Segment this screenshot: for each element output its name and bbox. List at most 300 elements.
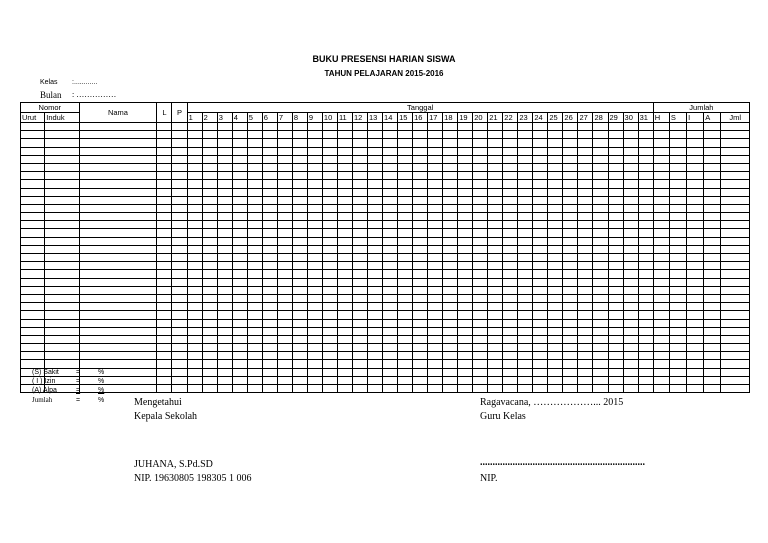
table-cell[interactable] — [638, 221, 653, 229]
table-cell[interactable] — [45, 221, 79, 229]
table-cell[interactable] — [187, 221, 202, 229]
table-cell[interactable] — [368, 368, 383, 376]
table-cell[interactable] — [458, 188, 473, 196]
table-cell[interactable] — [488, 221, 503, 229]
table-cell[interactable] — [45, 204, 79, 212]
table-cell[interactable] — [232, 237, 247, 245]
table-cell[interactable] — [262, 196, 277, 204]
table-cell[interactable] — [21, 172, 45, 180]
table-cell[interactable] — [187, 131, 202, 139]
table-cell[interactable] — [247, 303, 262, 311]
table-cell[interactable] — [157, 344, 172, 352]
table-cell[interactable] — [638, 213, 653, 221]
table-cell[interactable] — [247, 319, 262, 327]
table-cell[interactable] — [292, 327, 307, 335]
table-cell[interactable] — [322, 237, 337, 245]
table-cell[interactable] — [669, 360, 686, 368]
table-cell[interactable] — [352, 368, 367, 376]
table-cell[interactable] — [518, 344, 533, 352]
table-cell[interactable] — [337, 123, 352, 131]
table-cell[interactable] — [473, 385, 488, 393]
table-cell[interactable] — [413, 221, 428, 229]
table-cell[interactable] — [368, 270, 383, 278]
table-cell[interactable] — [443, 237, 458, 245]
table-cell[interactable] — [232, 131, 247, 139]
table-cell[interactable] — [398, 139, 413, 147]
table-cell[interactable] — [292, 221, 307, 229]
table-cell[interactable] — [172, 245, 187, 253]
table-cell[interactable] — [262, 303, 277, 311]
table-cell[interactable] — [687, 131, 704, 139]
table-cell[interactable] — [653, 237, 669, 245]
table-cell[interactable] — [413, 335, 428, 343]
table-cell[interactable] — [721, 155, 750, 163]
table-cell[interactable] — [563, 368, 578, 376]
table-cell[interactable] — [623, 360, 638, 368]
table-cell[interactable] — [518, 327, 533, 335]
table-cell[interactable] — [383, 368, 398, 376]
table-cell[interactable] — [638, 123, 653, 131]
table-cell[interactable] — [638, 147, 653, 155]
table-cell[interactable] — [202, 139, 217, 147]
table-cell[interactable] — [623, 303, 638, 311]
table-cell[interactable] — [337, 385, 352, 393]
table-cell[interactable] — [548, 188, 563, 196]
table-cell[interactable] — [383, 385, 398, 393]
table-cell[interactable] — [533, 213, 548, 221]
table-cell[interactable] — [704, 155, 721, 163]
table-cell[interactable] — [704, 237, 721, 245]
table-cell[interactable] — [518, 139, 533, 147]
table-cell[interactable] — [638, 139, 653, 147]
table-cell[interactable] — [473, 327, 488, 335]
table-cell[interactable] — [533, 385, 548, 393]
table-cell[interactable] — [608, 155, 623, 163]
table-cell[interactable] — [428, 204, 443, 212]
table-cell[interactable] — [247, 237, 262, 245]
table-cell[interactable] — [503, 172, 518, 180]
table-cell[interactable] — [21, 311, 45, 319]
table-cell[interactable] — [398, 213, 413, 221]
table-cell[interactable] — [217, 221, 232, 229]
table-cell[interactable] — [413, 368, 428, 376]
table-cell[interactable] — [307, 278, 322, 286]
table-cell[interactable] — [653, 344, 669, 352]
table-cell[interactable] — [721, 319, 750, 327]
table-cell[interactable] — [262, 237, 277, 245]
table-cell[interactable] — [473, 229, 488, 237]
table-cell[interactable] — [669, 245, 686, 253]
table-cell[interactable] — [488, 270, 503, 278]
table-cell[interactable] — [352, 213, 367, 221]
table-cell[interactable] — [277, 286, 292, 294]
table-cell[interactable] — [548, 335, 563, 343]
table-cell[interactable] — [322, 188, 337, 196]
table-cell[interactable] — [368, 196, 383, 204]
table-cell[interactable] — [623, 270, 638, 278]
table-cell[interactable] — [443, 262, 458, 270]
table-cell[interactable] — [503, 229, 518, 237]
table-cell[interactable] — [21, 294, 45, 302]
table-cell[interactable] — [721, 237, 750, 245]
table-cell[interactable] — [653, 221, 669, 229]
table-cell[interactable] — [518, 335, 533, 343]
table-cell[interactable] — [533, 188, 548, 196]
table-cell[interactable] — [503, 352, 518, 360]
table-cell[interactable] — [443, 286, 458, 294]
table-cell[interactable] — [202, 180, 217, 188]
table-cell[interactable] — [307, 147, 322, 155]
table-cell[interactable] — [398, 262, 413, 270]
table-cell[interactable] — [503, 237, 518, 245]
table-cell[interactable] — [704, 229, 721, 237]
table-cell[interactable] — [503, 303, 518, 311]
table-cell[interactable] — [638, 245, 653, 253]
table-cell[interactable] — [79, 123, 157, 131]
table-cell[interactable] — [704, 188, 721, 196]
table-cell[interactable] — [473, 352, 488, 360]
table-cell[interactable] — [669, 229, 686, 237]
table-cell[interactable] — [518, 262, 533, 270]
table-cell[interactable] — [638, 188, 653, 196]
table-cell[interactable] — [533, 229, 548, 237]
table-cell[interactable] — [721, 368, 750, 376]
table-cell[interactable] — [518, 311, 533, 319]
table-cell[interactable] — [548, 213, 563, 221]
table-cell[interactable] — [413, 262, 428, 270]
table-cell[interactable] — [202, 172, 217, 180]
table-cell[interactable] — [721, 360, 750, 368]
table-cell[interactable] — [21, 262, 45, 270]
table-cell[interactable] — [413, 360, 428, 368]
table-cell[interactable] — [277, 155, 292, 163]
table-cell[interactable] — [217, 213, 232, 221]
table-cell[interactable] — [608, 262, 623, 270]
table-cell[interactable] — [45, 319, 79, 327]
table-cell[interactable] — [488, 311, 503, 319]
table-cell[interactable] — [608, 204, 623, 212]
table-cell[interactable] — [337, 278, 352, 286]
table-cell[interactable] — [292, 344, 307, 352]
table-cell[interactable] — [548, 319, 563, 327]
table-cell[interactable] — [578, 352, 593, 360]
table-cell[interactable] — [292, 180, 307, 188]
table-cell[interactable] — [578, 327, 593, 335]
table-cell[interactable] — [79, 196, 157, 204]
table-cell[interactable] — [45, 213, 79, 221]
table-cell[interactable] — [232, 196, 247, 204]
table-cell[interactable] — [428, 196, 443, 204]
table-cell[interactable] — [473, 196, 488, 204]
table-cell[interactable] — [548, 360, 563, 368]
table-cell[interactable] — [458, 172, 473, 180]
table-cell[interactable] — [398, 123, 413, 131]
table-cell[interactable] — [79, 131, 157, 139]
table-cell[interactable] — [217, 376, 232, 384]
table-cell[interactable] — [45, 139, 79, 147]
table-cell[interactable] — [21, 319, 45, 327]
table-cell[interactable] — [45, 180, 79, 188]
table-cell[interactable] — [623, 335, 638, 343]
table-cell[interactable] — [503, 286, 518, 294]
table-cell[interactable] — [563, 254, 578, 262]
table-cell[interactable] — [608, 254, 623, 262]
table-cell[interactable] — [292, 385, 307, 393]
table-cell[interactable] — [187, 245, 202, 253]
table-cell[interactable] — [563, 327, 578, 335]
table-cell[interactable] — [704, 311, 721, 319]
table-cell[interactable] — [443, 294, 458, 302]
table-cell[interactable] — [518, 254, 533, 262]
table-cell[interactable] — [563, 286, 578, 294]
table-cell[interactable] — [669, 180, 686, 188]
table-cell[interactable] — [337, 147, 352, 155]
table-cell[interactable] — [608, 286, 623, 294]
table-cell[interactable] — [473, 245, 488, 253]
table-cell[interactable] — [247, 155, 262, 163]
table-cell[interactable] — [413, 245, 428, 253]
table-cell[interactable] — [172, 294, 187, 302]
table-cell[interactable] — [593, 278, 608, 286]
table-cell[interactable] — [578, 262, 593, 270]
table-cell[interactable] — [428, 376, 443, 384]
table-cell[interactable] — [79, 311, 157, 319]
table-cell[interactable] — [548, 180, 563, 188]
table-cell[interactable] — [337, 368, 352, 376]
table-cell[interactable] — [187, 352, 202, 360]
table-cell[interactable] — [533, 319, 548, 327]
table-cell[interactable] — [563, 360, 578, 368]
table-cell[interactable] — [488, 376, 503, 384]
table-cell[interactable] — [45, 311, 79, 319]
table-cell[interactable] — [623, 262, 638, 270]
table-cell[interactable] — [307, 180, 322, 188]
table-cell[interactable] — [488, 385, 503, 393]
table-cell[interactable] — [322, 163, 337, 171]
table-cell[interactable] — [277, 180, 292, 188]
table-cell[interactable] — [563, 131, 578, 139]
table-cell[interactable] — [277, 319, 292, 327]
table-cell[interactable] — [428, 311, 443, 319]
table-cell[interactable] — [518, 131, 533, 139]
table-cell[interactable] — [687, 245, 704, 253]
table-cell[interactable] — [202, 376, 217, 384]
table-cell[interactable] — [383, 360, 398, 368]
table-cell[interactable] — [458, 123, 473, 131]
table-cell[interactable] — [518, 237, 533, 245]
table-cell[interactable] — [413, 180, 428, 188]
table-cell[interactable] — [721, 303, 750, 311]
table-cell[interactable] — [202, 213, 217, 221]
table-cell[interactable] — [548, 196, 563, 204]
table-cell[interactable] — [79, 229, 157, 237]
table-cell[interactable] — [653, 196, 669, 204]
table-cell[interactable] — [518, 368, 533, 376]
table-cell[interactable] — [687, 270, 704, 278]
table-cell[interactable] — [593, 123, 608, 131]
table-cell[interactable] — [653, 229, 669, 237]
table-cell[interactable] — [518, 163, 533, 171]
table-cell[interactable] — [608, 229, 623, 237]
table-cell[interactable] — [157, 213, 172, 221]
table-cell[interactable] — [79, 352, 157, 360]
table-cell[interactable] — [337, 376, 352, 384]
table-cell[interactable] — [687, 155, 704, 163]
table-cell[interactable] — [443, 196, 458, 204]
table-cell[interactable] — [638, 352, 653, 360]
table-cell[interactable] — [488, 254, 503, 262]
table-cell[interactable] — [413, 188, 428, 196]
table-cell[interactable] — [623, 147, 638, 155]
table-cell[interactable] — [368, 172, 383, 180]
table-cell[interactable] — [608, 319, 623, 327]
table-cell[interactable] — [262, 213, 277, 221]
table-cell[interactable] — [653, 204, 669, 212]
table-cell[interactable] — [262, 139, 277, 147]
table-cell[interactable] — [232, 385, 247, 393]
table-cell[interactable] — [292, 294, 307, 302]
table-cell[interactable] — [563, 180, 578, 188]
table-cell[interactable] — [548, 237, 563, 245]
table-cell[interactable] — [247, 262, 262, 270]
table-cell[interactable] — [337, 155, 352, 163]
table-cell[interactable] — [578, 303, 593, 311]
table-cell[interactable] — [352, 188, 367, 196]
table-cell[interactable] — [292, 155, 307, 163]
table-cell[interactable] — [322, 360, 337, 368]
table-cell[interactable] — [518, 294, 533, 302]
table-cell[interactable] — [383, 286, 398, 294]
table-cell[interactable] — [669, 278, 686, 286]
table-cell[interactable] — [608, 147, 623, 155]
table-cell[interactable] — [398, 344, 413, 352]
table-cell[interactable] — [578, 196, 593, 204]
table-cell[interactable] — [443, 204, 458, 212]
table-cell[interactable] — [563, 278, 578, 286]
table-cell[interactable] — [578, 188, 593, 196]
table-cell[interactable] — [368, 254, 383, 262]
table-cell[interactable] — [669, 303, 686, 311]
table-cell[interactable] — [458, 294, 473, 302]
table-cell[interactable] — [172, 385, 187, 393]
table-cell[interactable] — [157, 163, 172, 171]
table-cell[interactable] — [458, 196, 473, 204]
table-cell[interactable] — [443, 344, 458, 352]
table-cell[interactable] — [398, 163, 413, 171]
table-cell[interactable] — [322, 262, 337, 270]
table-cell[interactable] — [337, 221, 352, 229]
table-cell[interactable] — [157, 360, 172, 368]
table-cell[interactable] — [352, 319, 367, 327]
table-cell[interactable] — [247, 188, 262, 196]
table-cell[interactable] — [368, 237, 383, 245]
table-cell[interactable] — [262, 344, 277, 352]
table-cell[interactable] — [292, 245, 307, 253]
table-cell[interactable] — [623, 237, 638, 245]
table-cell[interactable] — [398, 352, 413, 360]
table-cell[interactable] — [669, 335, 686, 343]
table-cell[interactable] — [157, 286, 172, 294]
table-cell[interactable] — [548, 385, 563, 393]
table-cell[interactable] — [428, 180, 443, 188]
table-cell[interactable] — [548, 221, 563, 229]
table-cell[interactable] — [533, 180, 548, 188]
table-cell[interactable] — [669, 131, 686, 139]
table-cell[interactable] — [687, 188, 704, 196]
table-cell[interactable] — [172, 303, 187, 311]
table-cell[interactable] — [593, 180, 608, 188]
table-cell[interactable] — [187, 319, 202, 327]
table-cell[interactable] — [277, 303, 292, 311]
table-cell[interactable] — [623, 294, 638, 302]
table-cell[interactable] — [548, 254, 563, 262]
table-cell[interactable] — [458, 319, 473, 327]
table-cell[interactable] — [488, 196, 503, 204]
table-cell[interactable] — [653, 376, 669, 384]
table-cell[interactable] — [687, 254, 704, 262]
table-cell[interactable] — [443, 254, 458, 262]
table-cell[interactable] — [322, 245, 337, 253]
table-cell[interactable] — [157, 294, 172, 302]
table-cell[interactable] — [687, 180, 704, 188]
table-cell[interactable] — [488, 188, 503, 196]
table-cell[interactable] — [533, 254, 548, 262]
table-cell[interactable] — [458, 254, 473, 262]
table-cell[interactable] — [458, 245, 473, 253]
table-cell[interactable] — [428, 139, 443, 147]
table-cell[interactable] — [172, 262, 187, 270]
table-cell[interactable] — [79, 294, 157, 302]
table-cell[interactable] — [578, 335, 593, 343]
table-cell[interactable] — [704, 147, 721, 155]
table-cell[interactable] — [247, 180, 262, 188]
table-cell[interactable] — [623, 319, 638, 327]
table-cell[interactable] — [21, 196, 45, 204]
table-cell[interactable] — [704, 204, 721, 212]
table-cell[interactable] — [704, 196, 721, 204]
table-cell[interactable] — [669, 237, 686, 245]
table-cell[interactable] — [578, 213, 593, 221]
table-cell[interactable] — [247, 131, 262, 139]
table-cell[interactable] — [217, 229, 232, 237]
table-cell[interactable] — [262, 262, 277, 270]
table-cell[interactable] — [45, 188, 79, 196]
table-cell[interactable] — [217, 254, 232, 262]
table-cell[interactable] — [687, 385, 704, 393]
table-cell[interactable] — [383, 245, 398, 253]
table-cell[interactable] — [721, 286, 750, 294]
table-cell[interactable] — [157, 188, 172, 196]
table-cell[interactable] — [292, 254, 307, 262]
table-cell[interactable] — [217, 131, 232, 139]
table-cell[interactable] — [202, 335, 217, 343]
table-cell[interactable] — [202, 245, 217, 253]
table-cell[interactable] — [518, 221, 533, 229]
table-cell[interactable] — [322, 172, 337, 180]
table-cell[interactable] — [217, 262, 232, 270]
table-cell[interactable] — [443, 327, 458, 335]
table-cell[interactable] — [202, 163, 217, 171]
table-cell[interactable] — [262, 254, 277, 262]
table-cell[interactable] — [488, 213, 503, 221]
table-cell[interactable] — [623, 311, 638, 319]
table-cell[interactable] — [413, 155, 428, 163]
table-cell[interactable] — [45, 172, 79, 180]
table-cell[interactable] — [669, 368, 686, 376]
table-cell[interactable] — [45, 147, 79, 155]
table-cell[interactable] — [262, 352, 277, 360]
table-cell[interactable] — [533, 327, 548, 335]
